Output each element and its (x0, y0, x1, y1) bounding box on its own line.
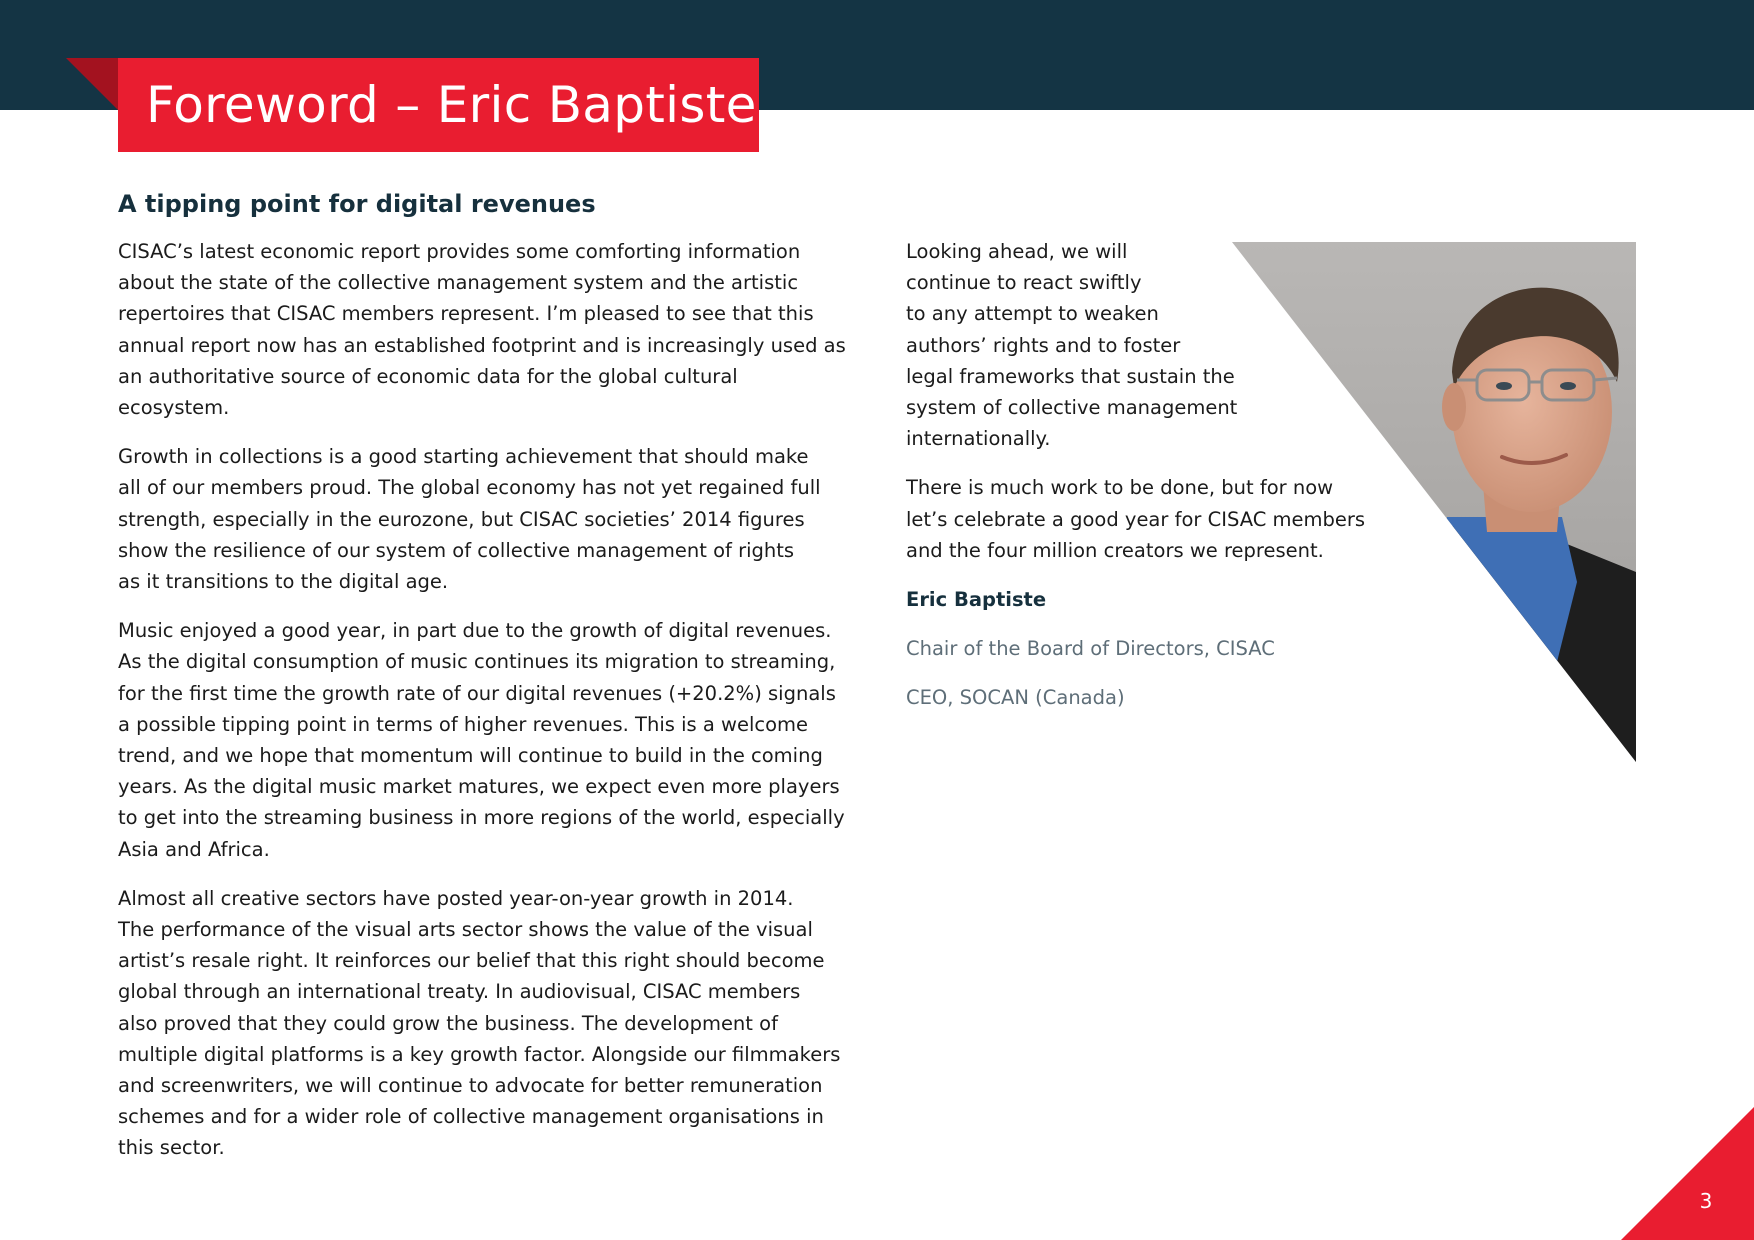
title-fold-decoration (66, 58, 119, 111)
page-title: Foreword – Eric Baptiste (146, 76, 757, 134)
paragraph: Looking ahead, we will continue to react swiftly to any attempt to weaken authors’ rights and to foster legal frameworks that sustain the system of collective management internationally. (906, 240, 1238, 451)
paragraph: There is much work to be done, but for now let’s celebrate a good year for CISAC members and the four million creators we represent. (906, 476, 1366, 562)
signature-organisation: CEO, SOCAN (Canada) (906, 686, 1125, 710)
corner-decoration (1621, 1107, 1754, 1240)
paragraph: Growth in collections is a good starting achievement that should make all of our members proud. The global economy has not yet regained full strength, especially in the eurozone, but CISAC societies’ 2014 figures show the resilience of our system of collective management of rights as it transitions to the digital age. (118, 445, 821, 594)
title-banner (118, 58, 759, 152)
paragraph: Almost all creative sectors have posted year-on-year growth in 2014. The performance of the visual arts sector shows the value of the visual artist’s resale right. It reinforces our belief that this right should become global through an international treaty. In audiovisual, CISAC members also proved that they could grow the business. The development of multiple digital platforms is a key growth factor. Alongside our filmmakers and screenwriters, we will continue to advocate for better remuneration schemes and for a wider role of collective management organisations in this sector. (118, 886, 841, 1160)
page-number: 3 (1699, 1189, 1713, 1213)
signature-block (906, 584, 1406, 714)
paragraph: Music enjoyed a good year, in part due to the growth of digital revenues. As the digital consumption of music continues its migration to streaming, for the first time the growth rate of our digital revenues (+20.2%) signals a possible tipping point in terms of higher revenues. This is a welcome trend, and we hope that momentum will continue to build in the coming years. As the digital music market matures, we expect even more players to get into the streaming business in more regions of the world, especially Asia and Africa. (118, 619, 845, 861)
signature-name: Eric Baptiste (906, 588, 1047, 612)
right-column (906, 236, 1406, 732)
paragraph: CISAC’s latest economic report provides some comforting information about the state of the collective management system and the artistic repertoires that CISAC members represent. I’m pleased to see that this annual report now has an established footprint and is increasingly used as an authoritative source of economic data for the global cultural ecosystem. (118, 240, 846, 420)
signature-title: Chair of the Board of Directors, CISAC (906, 637, 1275, 661)
left-column (118, 236, 853, 1182)
section-heading: A tipping point for digital revenues (118, 190, 596, 218)
